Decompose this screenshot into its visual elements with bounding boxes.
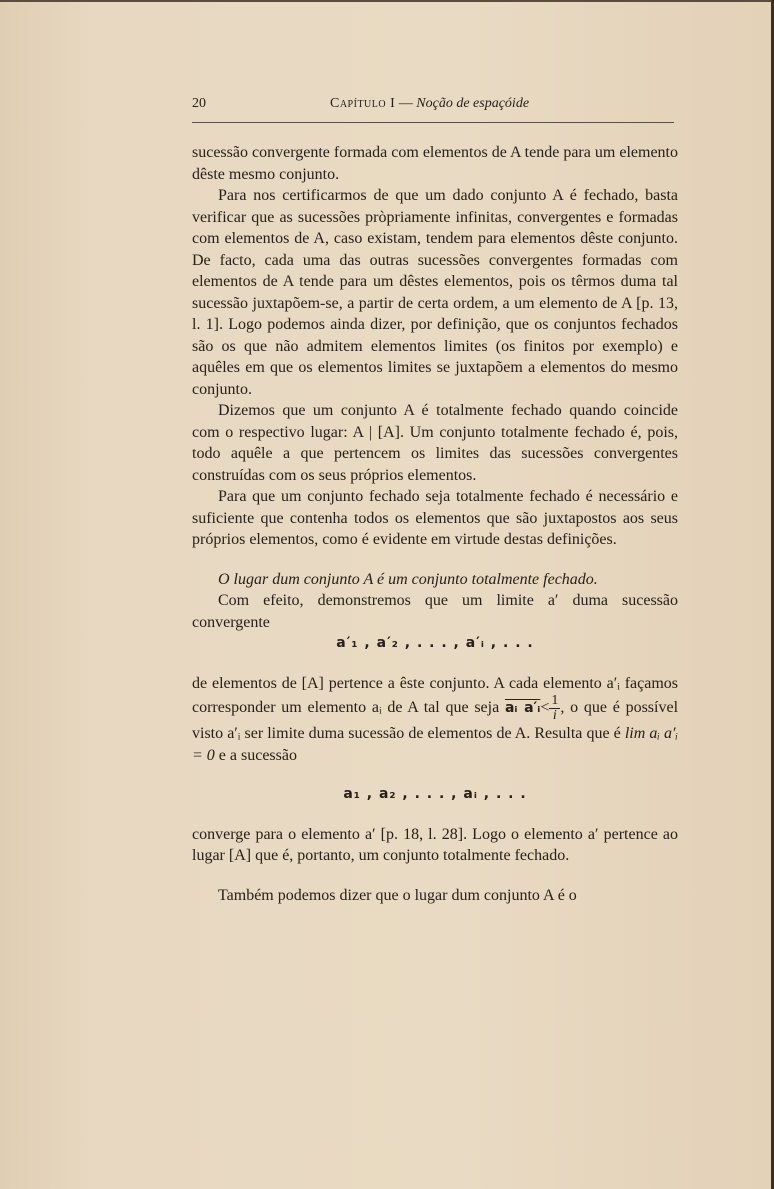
formula-sequence-prime: a′₁ , a′₂ , . . . , a′ᵢ , . . . [336,635,534,651]
paragraph-proof: Com efeito, demonstremos que um limite a′ duma sucessão convergente [192,592,678,631]
paragraph-elements [192,673,678,767]
page-number: 20 [192,96,206,111]
limit-formula: lim aᵢ a′ᵢ = 0 [192,725,679,764]
spacer [192,551,678,569]
chapter-label: Capítulo I [330,96,396,111]
fraction [549,694,560,723]
inequality-sign: < [540,699,550,717]
fraction-numerator: 1 [551,693,559,708]
inequality [504,693,560,723]
theorem-text: O lugar dum conjunto A é um conjunto totalmente fechado. [218,570,598,588]
fraction-denominator: i [552,708,557,723]
elements-text: de elementos de [A] pertence a êste conjunto. A cada elemento a′ᵢ façamos corresponder um elemento aᵢ de A tal que seja [192,674,678,717]
running-header [192,96,678,118]
spacer [192,655,678,673]
paragraph-3: Dizemos que um conjunto A é totalmente fechado quando coincide com o respectivo lugar: A | [A]. Um conjunto totalmente fechado é, pois, todo aquêle a que pertencem os limites das sucessões convergentes construídas com os seus próprios elementos. [192,402,678,484]
inequality-left: aᵢ a′ᵢ [504,700,541,717]
chapter-title: Noção de espaçóide [416,96,530,111]
spacer [192,867,678,885]
header-rule [192,122,674,123]
paragraph-last: Também podemos dizer que o lugar dum conjunto A é o [218,886,577,904]
paragraph-2: Para nos certificarmos de que um dado conjunto A é fechado, basta verificar que as sucessões pròpriamente infinitas, convergentes e formadas com elementos de A, caso existam, tendem para elementos dêste conjunto. De facto, cada uma das outras sucessões convergentes formadas com elementos de A tende para um dêstes elementos, pois os têrmos duma tal sucessão juxtapõem-se, a partir de certa ordem, a um elemento de A [p. 13, l. 1]. Logo podemos ainda dizer, por definição, que os conjuntos fechados são os que não admitem elementos limites (os finitos por exemplo) e aquêles em que os elementos limites se juxtapõem a elementos do mesmo conjunto. [192,187,678,398]
limit-text: e a sucessão [218,746,297,764]
paragraph-converge: converge para o elemento a′ [p. 18, l. 28]. Logo o elemento a′ pertence ao lugar [A] que é, portanto, um conjunto totalmente fechado. [192,825,678,864]
page-body [192,142,678,906]
spacer [192,806,678,824]
running-title [330,96,529,112]
paragraph-4: Para que um conjunto fechado seja totalmente fechado é necessário e suficiente que contenha todos os elementos que são juxtapostos aos seus próprios elementos, como é evidente em virtude destas definições. [192,488,678,548]
theorem-statement [192,569,678,591]
top-edge [0,0,774,2]
spacer [192,766,678,784]
paragraph-1: sucessão convergente formada com elementos de A tende para um elemento dêste mesmo conjunto. [192,144,678,183]
inequality-text: , o que é possível visto a′ᵢ ser limite duma sucessão de elementos de A. Resulta que é [192,699,679,742]
formula-sequence: a₁ , a₂ , . . . , aᵢ , . . . [343,786,527,802]
header-dash: — [395,96,417,111]
